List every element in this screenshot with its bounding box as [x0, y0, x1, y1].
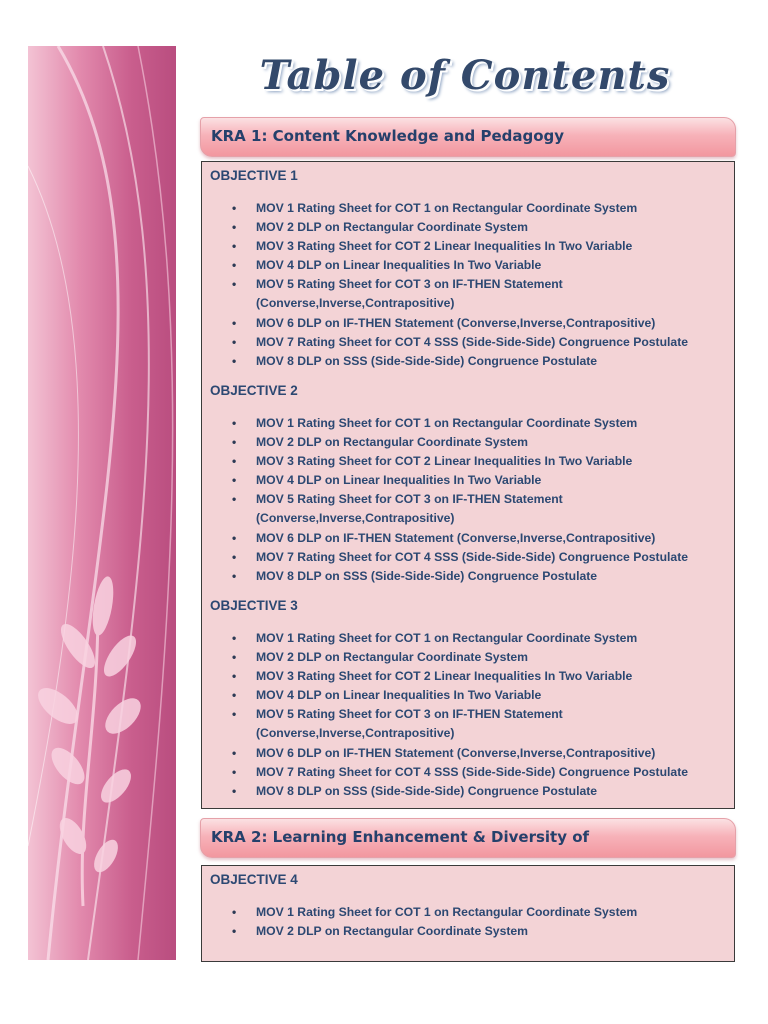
kra2-heading: KRA 2: Learning Enhancement & Diversity of	[211, 828, 590, 846]
kra1-banner	[200, 117, 736, 157]
page-title: Table of Contents	[259, 52, 671, 99]
list-item: • MOV 4 DLP on Linear Inequalities In Two Variable	[202, 256, 726, 275]
list-item: • MOV 3 Rating Sheet for COT 2 Linear Inequalities In Two Variable	[202, 452, 726, 471]
list-item: • MOV 2 DLP on Rectangular Coordinate System	[202, 433, 726, 452]
list-item: • MOV 4 DLP on Linear Inequalities In Two Variable	[202, 471, 726, 490]
list-item: • MOV 7 Rating Sheet for COT 4 SSS (Side-Side-Side) Congruence Postulate	[202, 763, 726, 782]
kra1-objectives-box	[201, 161, 735, 809]
list-item: • MOV 5 Rating Sheet for COT 3 on IF-THEN Statement (Converse,Inverse,Contrapositive)	[202, 490, 726, 528]
list-item: • MOV 7 Rating Sheet for COT 4 SSS (Side-Side-Side) Congruence Postulate	[202, 333, 726, 352]
list-item: • MOV 1 Rating Sheet for COT 1 on Rectangular Coordinate System	[202, 903, 726, 922]
objective-4-heading: OBJECTIVE 4	[210, 872, 298, 887]
list-item: • MOV 5 Rating Sheet for COT 3 on IF-THEN Statement (Converse,Inverse,Contrapositive)	[202, 275, 726, 313]
objective-1-list	[202, 199, 726, 371]
list-item: • MOV 6 DLP on IF-THEN Statement (Converse,Inverse,Contrapositive)	[202, 314, 726, 333]
list-item: • MOV 2 DLP on Rectangular Coordinate System	[202, 648, 726, 667]
objective-4-list	[202, 903, 726, 941]
objective-2-list	[202, 414, 726, 586]
list-item: • MOV 8 DLP on SSS (Side-Side-Side) Congruence Postulate	[202, 352, 726, 371]
objective-3-heading: OBJECTIVE 3	[210, 598, 298, 613]
list-item: • MOV 4 DLP on Linear Inequalities In Two Variable	[202, 686, 726, 705]
list-item: • MOV 3 Rating Sheet for COT 2 Linear Inequalities In Two Variable	[202, 667, 726, 686]
list-item: • MOV 7 Rating Sheet for COT 4 SSS (Side-Side-Side) Congruence Postulate	[202, 548, 726, 567]
kra2-objectives-box	[201, 865, 735, 962]
floral-swirl-decoration	[28, 46, 176, 960]
list-item: • MOV 1 Rating Sheet for COT 1 on Rectangular Coordinate System	[202, 199, 726, 218]
list-item: • MOV 2 DLP on Rectangular Coordinate System	[202, 922, 726, 941]
list-item: • MOV 1 Rating Sheet for COT 1 on Rectangular Coordinate System	[202, 414, 726, 433]
kra2-banner	[200, 818, 736, 858]
list-item: • MOV 6 DLP on IF-THEN Statement (Converse,Inverse,Contrapositive)	[202, 529, 726, 548]
objective-1-heading: OBJECTIVE 1	[210, 168, 298, 183]
decorative-side-panel	[28, 46, 176, 960]
list-item: • MOV 5 Rating Sheet for COT 3 on IF-THEN Statement (Converse,Inverse,Contrapositive)	[202, 705, 726, 743]
list-item: • MOV 3 Rating Sheet for COT 2 Linear Inequalities In Two Variable	[202, 237, 726, 256]
list-item: • MOV 1 Rating Sheet for COT 1 on Rectangular Coordinate System	[202, 629, 726, 648]
list-item: • MOV 8 DLP on SSS (Side-Side-Side) Congruence Postulate	[202, 567, 726, 586]
list-item: • MOV 2 DLP on Rectangular Coordinate System	[202, 218, 726, 237]
kra1-heading: KRA 1: Content Knowledge and Pedagogy	[211, 127, 565, 145]
list-item: • MOV 8 DLP on SSS (Side-Side-Side) Congruence Postulate	[202, 782, 726, 801]
list-item: • MOV 6 DLP on IF-THEN Statement (Converse,Inverse,Contrapositive)	[202, 744, 726, 763]
objective-3-list	[202, 629, 726, 801]
objective-2-heading: OBJECTIVE 2	[210, 383, 298, 398]
